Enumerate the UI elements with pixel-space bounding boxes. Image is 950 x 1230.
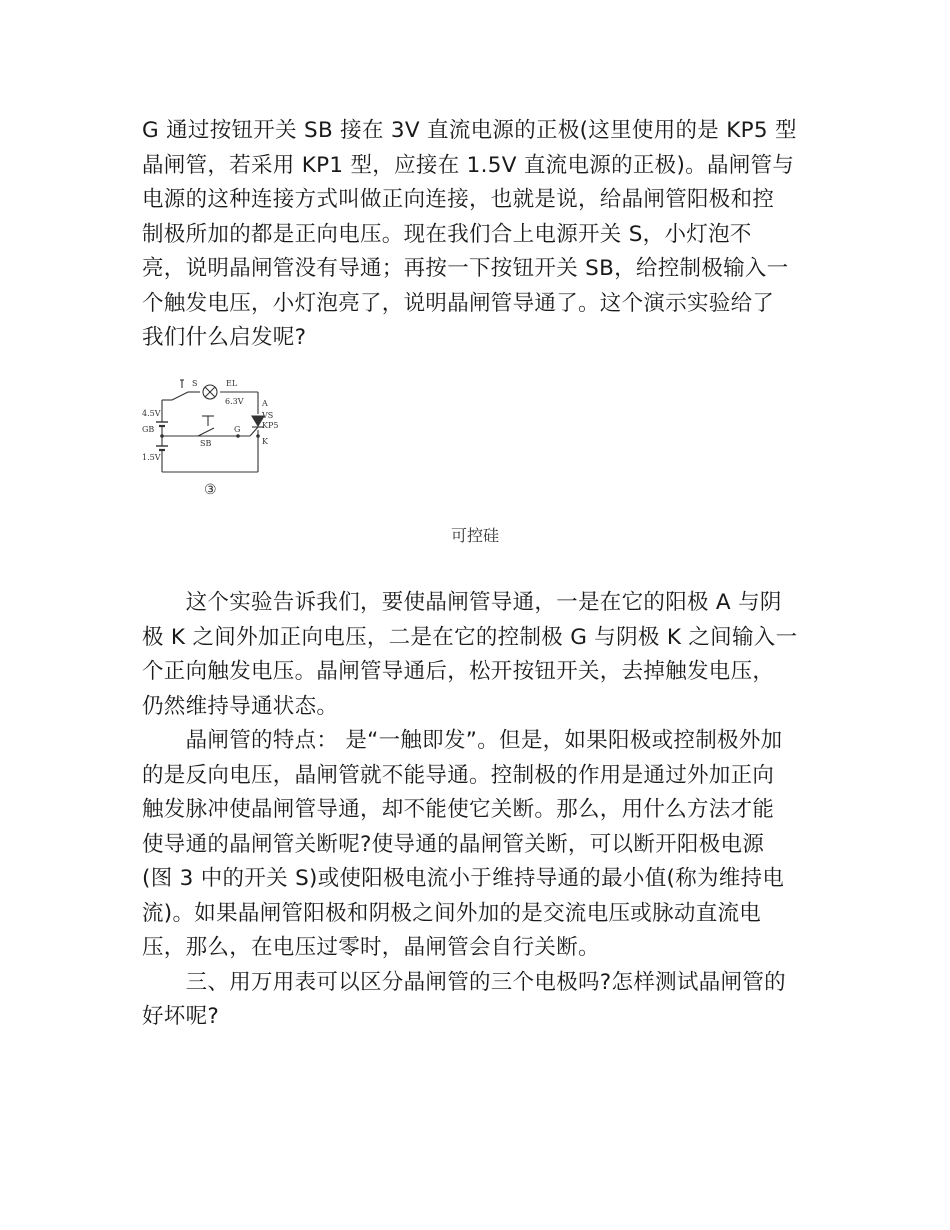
label-kp5: KP5: [262, 421, 279, 430]
text-line: 个正向触发电压。晶闸管导通后，松开按钮开关，去掉触发电压，: [142, 659, 775, 684]
paragraph-2: [142, 586, 814, 1035]
figure-caption: 可控硅: [450, 526, 499, 545]
label-anode: A: [262, 399, 268, 408]
text-line: 极 K 之间外加正向电压，二是在它的控制极 G 与阴极 K 之间输入一: [142, 624, 798, 650]
circuit-diagram: [142, 374, 279, 500]
label-4-5v: 4.5V: [142, 409, 161, 418]
circuit-svg: [142, 374, 279, 500]
text-line: 仍然维持导通状态。: [142, 693, 339, 719]
text-line: 流)。如果晶闸管阳极和阴极之间外加的是交流电压或脉动直流电: [142, 900, 762, 926]
text-line: 触发脉冲使晶闸管导通，却不能使它关断。那么，用什么方法才能: [142, 797, 775, 822]
text-line: 使导通的晶闸管关断呢?使导通的晶闸管关断，可以断开阳极电源: [142, 831, 765, 857]
text-line: (图 3 中的开关 S)或使阳极电流小于维持导通的最小值(称为维持电: [142, 866, 785, 891]
paragraph-1: [142, 114, 814, 356]
text-line: 个触发电压，小灯泡亮了，说明晶闸管导通了。这个演示实验给了: [142, 290, 775, 316]
text-line: 压，那么，在电压过零时，晶闸管会自行关断。: [142, 935, 600, 960]
text-line: 三、用万用表可以区分晶闸管的三个电极吗?怎样测试晶闸管的: [142, 969, 786, 995]
label-vs: VS: [262, 411, 274, 420]
text-line: G 通过按钮开关 SB 接在 3V 直流电源的正极(这里使用的是 KP5 型: [142, 118, 797, 143]
text-line: 的是反向电压，晶闸管就不能导通。控制极的作用是通过外加正向: [142, 762, 775, 788]
label-gate: G: [234, 425, 241, 434]
label-sb: SB: [200, 439, 212, 448]
text-line: 这个实验告诉我们，要使晶闸管导通，一是在它的阳极 A 与阴: [142, 590, 782, 615]
figure-number: ③: [204, 482, 217, 498]
label-gb: GB: [142, 425, 155, 434]
label-lamp-voltage: 6.3V: [225, 397, 244, 406]
text-line: 我们什么启发呢?: [142, 325, 307, 350]
text-line: 制极所加的都是正向电压。现在我们合上电源开关 S，小灯泡不: [142, 221, 752, 247]
text-line: 晶闸管，若采用 KP1 型，应接在 1.5V 直流电源的正极)。晶闸管与: [142, 152, 795, 178]
text-line: 亮，说明晶闸管没有导通；再按一下按钮开关 SB，给控制极输入一: [142, 256, 789, 281]
label-cathode: K: [262, 437, 268, 446]
label-1-5v: 1.5V: [142, 453, 161, 462]
label-s: S: [192, 379, 198, 388]
label-el: EL: [226, 379, 238, 388]
text-line: 晶闸管的特点： 是“一触即发”。但是，如果阳极或控制极外加: [142, 728, 783, 753]
text-line: 好坏呢?: [142, 1004, 220, 1029]
text-line: 电源的这种连接方式叫做正向连接，也就是说，给晶闸管阳极和控: [142, 187, 775, 212]
